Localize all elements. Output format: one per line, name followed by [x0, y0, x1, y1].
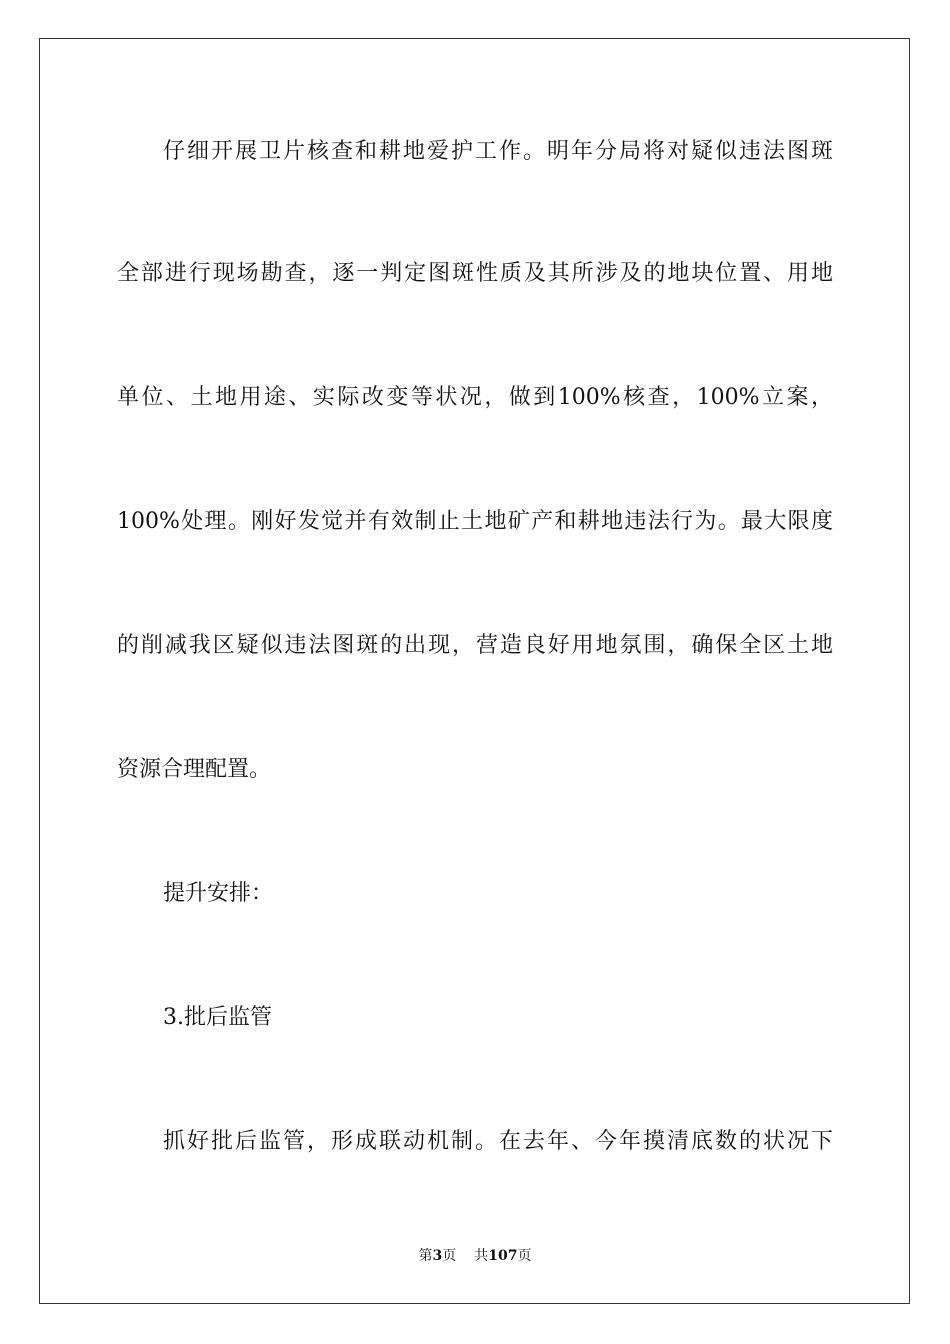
- footer-page-prefix: 第: [418, 1248, 433, 1264]
- paragraph-line-4: 100%处理。刚好发觉并有效制止土地矿产和耕地违法行为。最大限度: [117, 509, 833, 534]
- page-border: [39, 38, 910, 1304]
- footer-total-suffix: 页: [517, 1248, 532, 1264]
- paragraph-line-1: 仔细开展卫片核查和耕地爱护工作。明年分局将对疑似违法图斑: [163, 139, 833, 164]
- section-heading-post-approval: 3.批后监管: [163, 1005, 272, 1030]
- paragraph-line-9: 抓好批后监管，形成联动机制。在去年、今年摸清底数的状况下: [163, 1129, 833, 1154]
- page-footer: [0, 1246, 950, 1266]
- footer-page-suffix: 页: [442, 1248, 457, 1264]
- footer-page-number: 3: [432, 1248, 443, 1264]
- paragraph-line-5: 的削减我区疑似违法图斑的出现，营造良好用地氛围，确保全区土地: [117, 633, 833, 658]
- footer-total-pages: 107: [488, 1248, 518, 1264]
- footer-total-prefix: 共: [474, 1248, 489, 1264]
- paragraph-line-3: 单位、土地用途、实际改变等状况，做到100%核查，100%立案，: [117, 385, 833, 410]
- section-heading-arrangement: 提升安排：: [163, 881, 274, 906]
- paragraph-line-2: 全部进行现场勘查，逐一判定图斑性质及其所涉及的地块位置、用地: [117, 261, 833, 286]
- paragraph-line-6: 资源合理配置。: [117, 757, 272, 782]
